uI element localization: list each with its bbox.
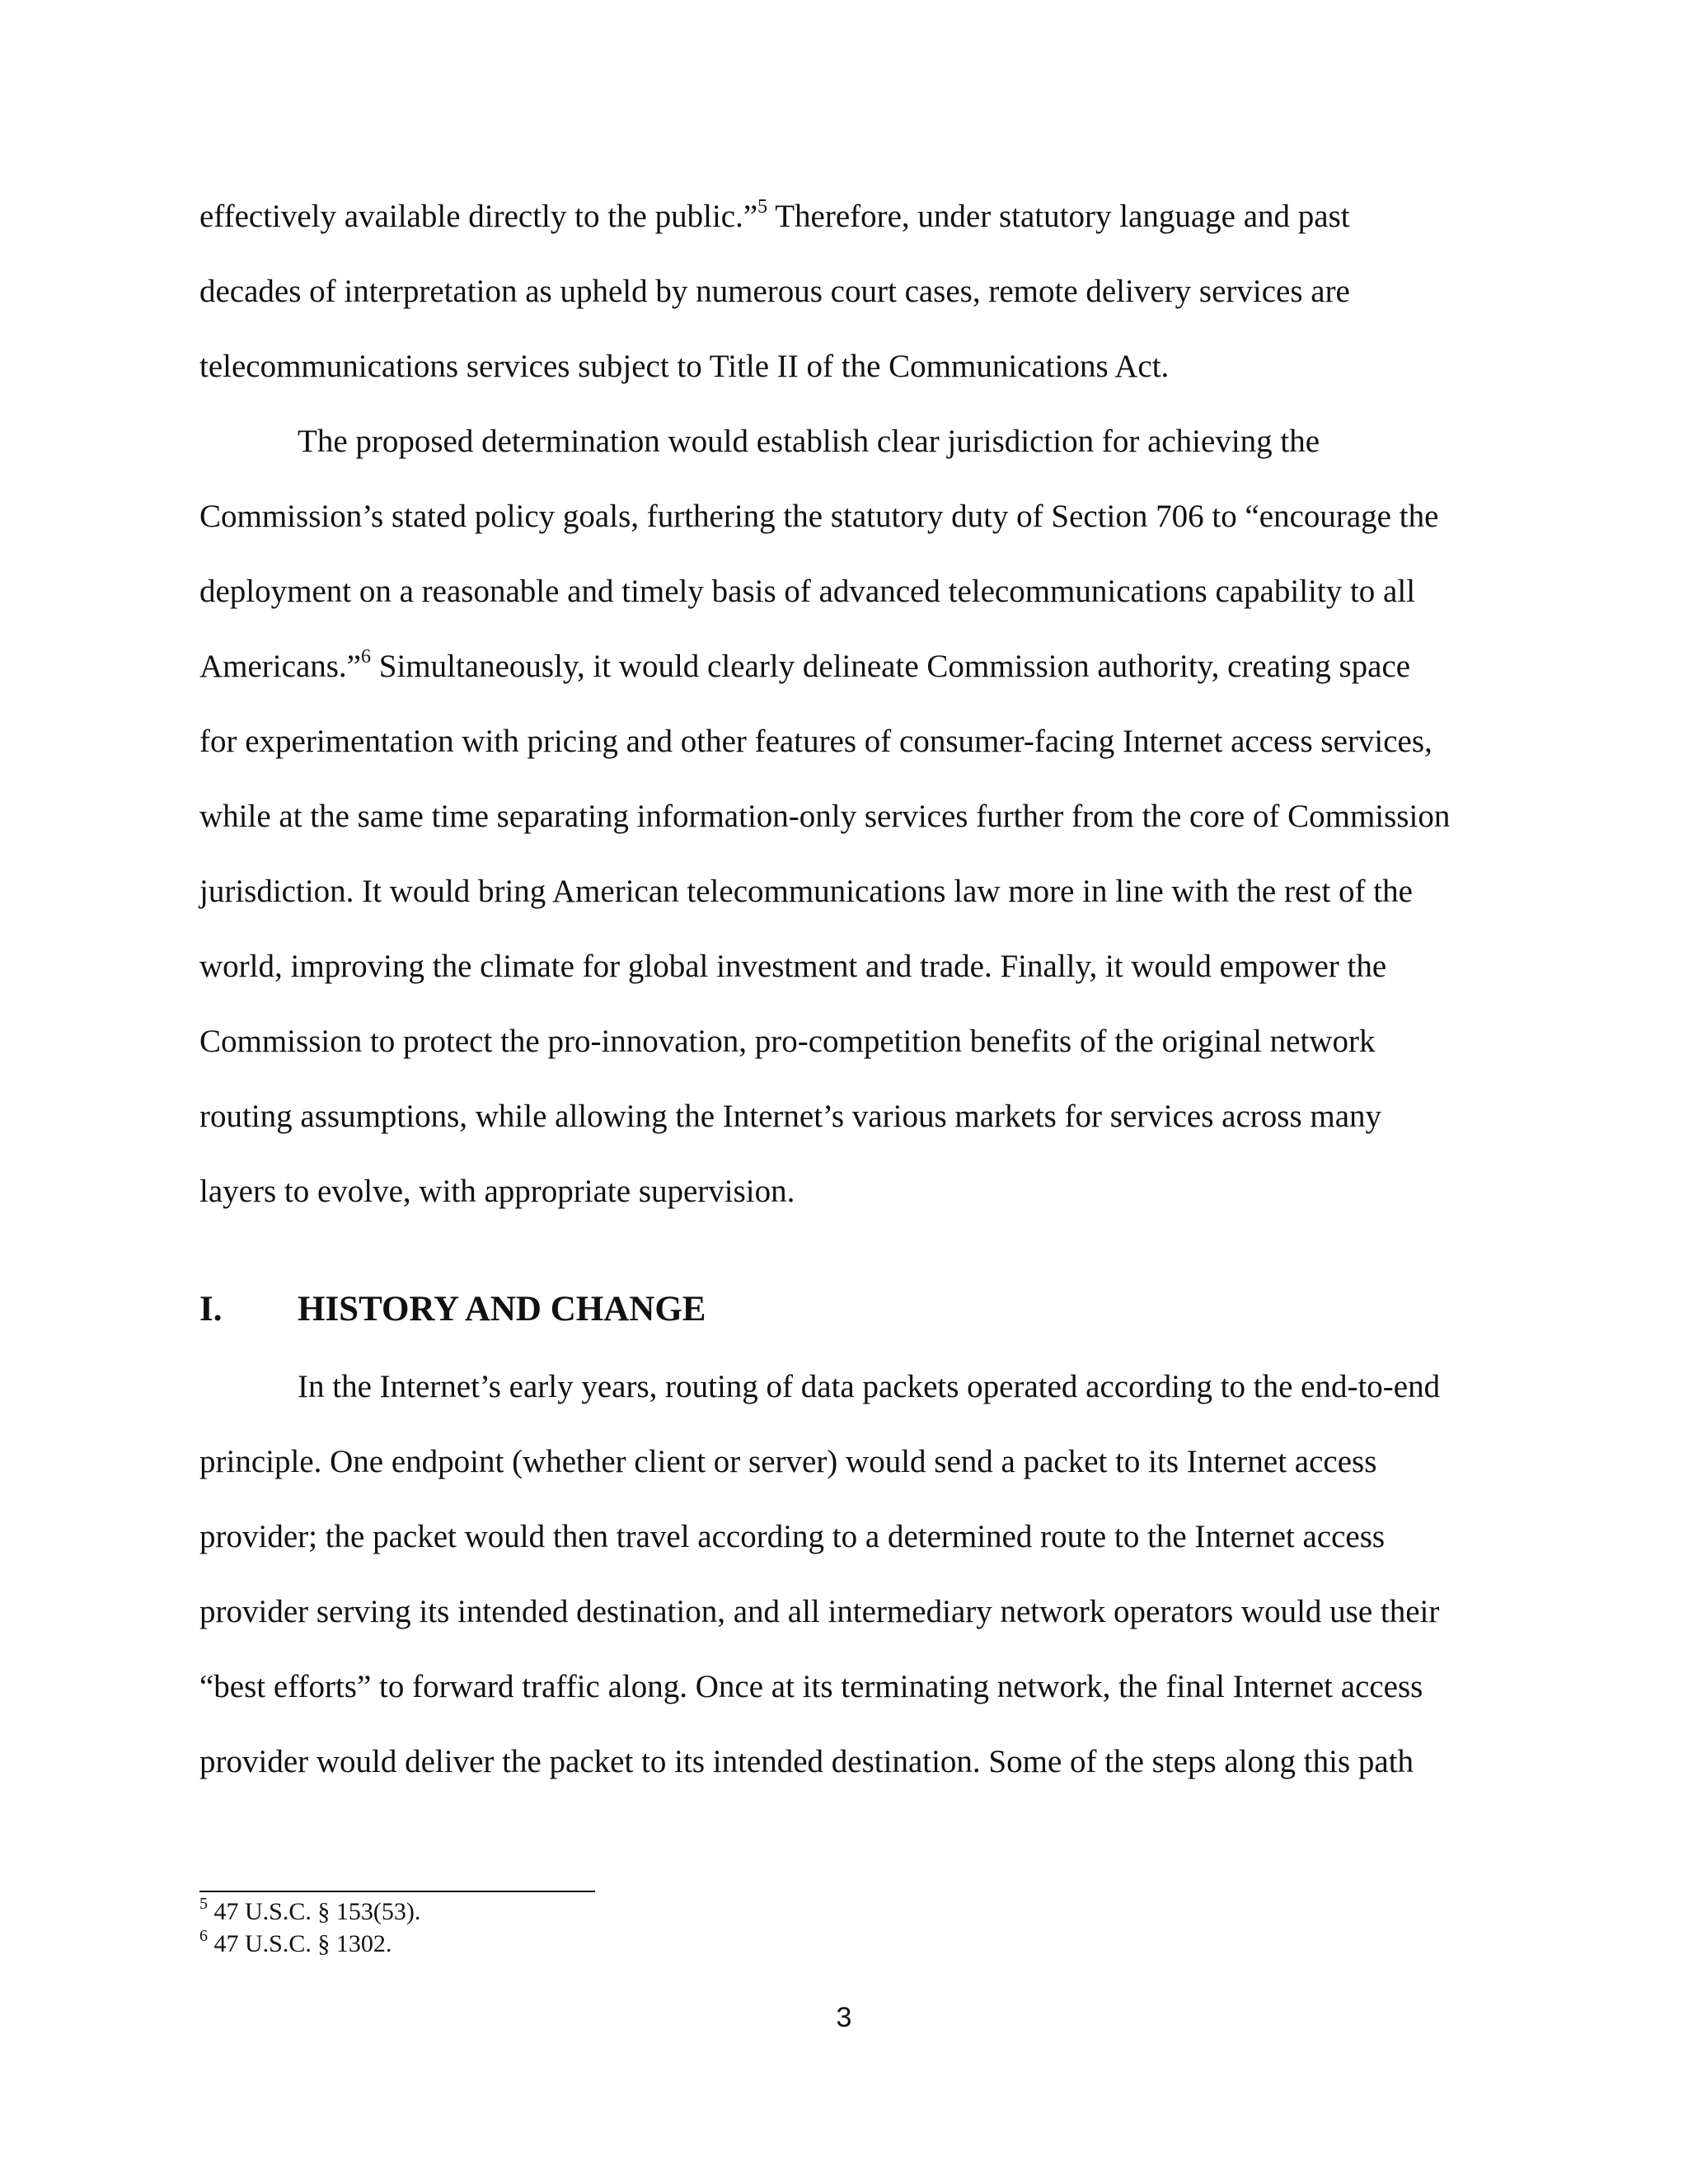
footnote-ref-5[interactable]: 5 <box>757 196 768 218</box>
body-line: Commission’s stated policy goals, furthering the statutory duty of Section 706 to “encourage the <box>199 499 1439 534</box>
body-line: provider; the packet would then travel according to a determined route to the Internet access <box>199 1519 1386 1554</box>
body-line: decades of interpretation as upheld by numerous court cases, remote delivery services are <box>199 274 1350 309</box>
body-line: Americans.”$^6$ Simultaneously, it would clearly delineate Commission authority, creating space <box>199 646 1411 684</box>
section-number: I. <box>199 1290 223 1329</box>
footnote-5: $^5$ 47 U.S.C. § 153(53). <box>199 1895 421 1925</box>
body-line: routing assumptions, while allowing the Internet’s various markets for services across many <box>199 1099 1382 1134</box>
footnote-ref-6[interactable]: 6 <box>361 646 371 668</box>
body-line: In the Internet’s early years, routing of data packets operated according to the end-to-end <box>298 1369 1441 1404</box>
body-line: deployment on a reasonable and timely basis of advanced telecommunications capability to all <box>199 574 1416 609</box>
body-line: layers to evolve, with appropriate supervision. <box>199 1174 795 1209</box>
footnote-divider <box>199 1891 595 1892</box>
body-line: “best efforts” to forward traffic along. Once at its terminating network, the final Internet access <box>199 1669 1423 1704</box>
footnote-6: $^6$ 47 U.S.C. § 1302. <box>199 1927 392 1957</box>
body-line: telecommunications services subject to Title II of the Communications Act. <box>199 349 1170 384</box>
body-line: The proposed determination would establish clear jurisdiction for achieving the <box>298 424 1320 459</box>
body-line: while at the same time separating information-only services further from the core of Commission <box>199 799 1451 834</box>
body-line: provider would deliver the packet to its intended destination. Some of the steps along this path <box>199 1744 1414 1779</box>
body-line: Commission to protect the pro-innovation, pro-competition benefits of the original network <box>199 1024 1376 1059</box>
body-line: for experimentation with pricing and other features of consumer-facing Internet access services, <box>199 724 1432 759</box>
body-line: jurisdiction. It would bring American telecommunications law more in line with the rest of the <box>199 874 1413 909</box>
body-line: principle. One endpoint (whether client or server) would send a packet to its Internet access <box>199 1444 1377 1479</box>
body-line: world, improving the climate for global investment and trade. Finally, it would empower the <box>199 949 1387 984</box>
body-line: effectively available directly to the public.”$^5$ Therefore, under statutory language and past <box>199 196 1350 234</box>
section-heading: HISTORY AND CHANGE <box>298 1290 706 1329</box>
page-number: 3 <box>836 2002 852 2033</box>
body-line: provider serving its intended destination, and all intermediary network operators would use their <box>199 1594 1440 1629</box>
